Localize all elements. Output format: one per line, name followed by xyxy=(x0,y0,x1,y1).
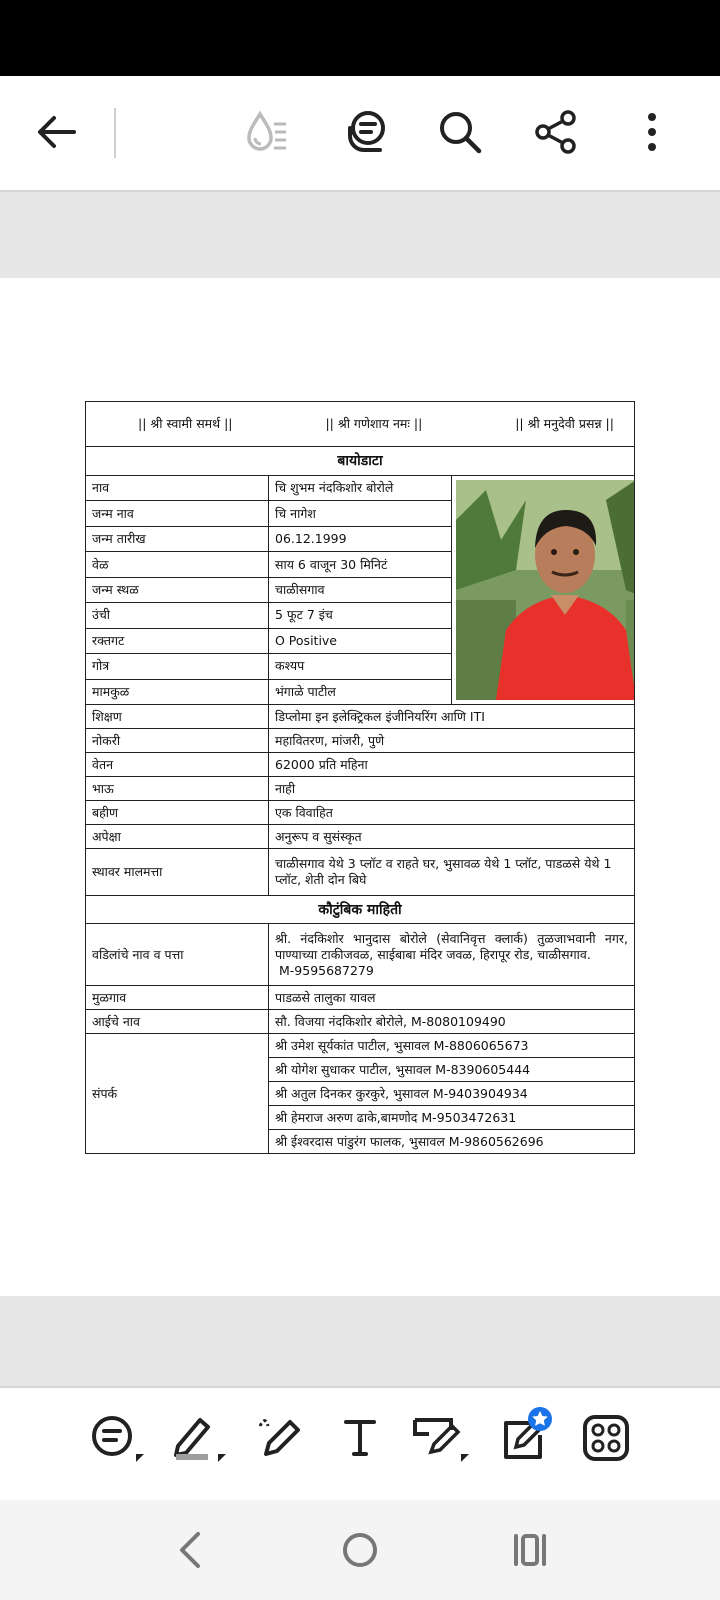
signature-icon[interactable] xyxy=(410,1406,474,1470)
row-value: पाडळसे तालुका यावल xyxy=(269,986,635,1010)
biodata-table xyxy=(85,401,635,1154)
highlighter-icon[interactable] xyxy=(166,1406,230,1470)
table-row xyxy=(86,1010,635,1034)
recents-nav-icon[interactable] xyxy=(500,1522,560,1578)
header-left: || श्री स्वामी समर्थ || xyxy=(138,416,233,431)
row-label: मामकुळ xyxy=(86,679,269,705)
navigation-bar xyxy=(0,1500,720,1600)
row-value: चि शुभम नंदकिशोर बोरोले xyxy=(269,476,452,501)
row-value: चि नागेश xyxy=(269,501,452,526)
row-label: मुळगाव xyxy=(86,986,269,1010)
more-options-icon[interactable] xyxy=(620,100,684,164)
row-label: वडिलांचे नाव व पत्ता xyxy=(86,924,269,986)
comments-icon[interactable] xyxy=(334,100,398,164)
reading-mode-icon[interactable] xyxy=(236,100,300,164)
table-row xyxy=(86,753,635,777)
table-row xyxy=(86,825,635,849)
table-row xyxy=(86,777,635,801)
row-label: वेतन xyxy=(86,753,269,777)
father-mobile: M-9595687279 xyxy=(279,962,374,978)
page-gap-bottom xyxy=(0,1296,720,1386)
pen-icon[interactable] xyxy=(248,1406,312,1470)
row-label: शिक्षण xyxy=(86,705,269,729)
table-row xyxy=(86,705,635,729)
row-label: नाव xyxy=(86,476,269,501)
home-nav-icon[interactable] xyxy=(330,1522,390,1578)
back-nav-icon[interactable] xyxy=(160,1522,220,1578)
contact-item: श्री उमेश सूर्यकांत पाटील, भुसावल M-8806065673 xyxy=(269,1034,635,1058)
row-label: गोत्र xyxy=(86,654,269,679)
row-label: स्थावर मालमत्ता xyxy=(86,849,269,896)
row-value: डिप्लोमा इन इलेक्ट्रिकल इंजीनियरिंग आणि ITI xyxy=(269,705,635,729)
row-value: कश्यप xyxy=(269,654,452,679)
header-row xyxy=(86,402,635,447)
row-value: साय 6 वाजून 30 मिनिटं xyxy=(269,552,452,577)
row-label: नोकरी xyxy=(86,729,269,753)
contact-item: श्री अतुल दिनकर कुरकुरे, भुसावल M-9403904934 xyxy=(269,1082,635,1106)
photo-cell xyxy=(452,476,635,705)
edit-favorite-icon[interactable] xyxy=(494,1406,558,1470)
row-label: भाऊ xyxy=(86,777,269,801)
row-value: O Positive xyxy=(269,628,452,653)
row-label: आईचे नाव xyxy=(86,1010,269,1034)
row-label: अपेक्षा xyxy=(86,825,269,849)
row-value: 62000 प्रति महिना xyxy=(269,753,635,777)
top-toolbar xyxy=(0,76,720,192)
text-tool-icon[interactable] xyxy=(328,1406,392,1470)
header-right: || श्री मनुदेवी प्रसन्न || xyxy=(515,416,614,431)
row-label: रक्तगट xyxy=(86,628,269,653)
status-bar xyxy=(0,0,720,76)
row-label: वेळ xyxy=(86,552,269,577)
document-title: बायोडाटा xyxy=(86,447,635,476)
contact-item: श्री ईश्वरदास पांडुरंग फालक, भुसावल M-9860562696 xyxy=(269,1130,635,1154)
page-gap-top xyxy=(0,192,720,278)
row-value: महावितरण, मांजरी, पुणे xyxy=(269,729,635,753)
table-row xyxy=(86,476,635,501)
row-label: बहीण xyxy=(86,801,269,825)
row-label: जन्म स्थळ xyxy=(86,577,269,602)
table-row xyxy=(86,801,635,825)
row-value: चाळीसगाव येथे 3 प्लॉट व राहते घर, भुसावळ येथे 1 प्लॉट, पाडळसे येथे 1 प्लॉट, शेती दोन बिघे xyxy=(269,849,635,896)
header-center: || श्री गणेशाय नमः || xyxy=(325,416,423,431)
row-value: सौ. विजया नंदकिशोर बोरोले, M-8080109490 xyxy=(269,1010,635,1034)
row-value: चाळीसगाव xyxy=(269,577,452,602)
comment-tool-icon[interactable] xyxy=(84,1406,148,1470)
row-label: जन्म नाव xyxy=(86,501,269,526)
row-label: जन्म तारीख xyxy=(86,526,269,551)
toolbar-divider xyxy=(114,108,116,158)
arrow-left-icon[interactable] xyxy=(24,100,88,164)
row-label: संपर्क xyxy=(86,1034,269,1154)
row-value: अनुरूप व सुसंस्कृत xyxy=(269,825,635,849)
contact-item: श्री योगेश सुधाकर पाटील, भुसावल M-8390605444 xyxy=(269,1058,635,1082)
row-value: 5 फूट 7 इंच xyxy=(269,603,452,628)
row-value: भंगाळे पाटील xyxy=(269,679,452,705)
row-label: उंची xyxy=(86,603,269,628)
row-value xyxy=(269,924,635,986)
row-value: 06.12.1999 xyxy=(269,526,452,551)
table-row xyxy=(86,986,635,1010)
more-tools-icon[interactable] xyxy=(574,1406,638,1470)
annotation-toolbar xyxy=(0,1386,720,1502)
search-icon[interactable] xyxy=(428,100,492,164)
father-address: श्री. नंदकिशोर भानुदास बोरोले (सेवानिवृत्त क्लार्क) तुळजाभवानी नगर, पाण्याच्या टाकीजवळ, साईबाबा मंदिर जवळ, हिरापूर रोड, चाळीसगाव. xyxy=(275,930,628,962)
family-title-row xyxy=(86,896,635,924)
profile-photo xyxy=(456,480,635,700)
contact-item: श्री हेमराज अरुण ढाके,बामणोद M-9503472631 xyxy=(269,1106,635,1130)
title-row xyxy=(86,447,635,476)
table-row xyxy=(86,849,635,896)
row-value: नाही xyxy=(269,777,635,801)
share-icon[interactable] xyxy=(524,100,588,164)
row-value: एक विवाहित xyxy=(269,801,635,825)
family-section-title: कौटुंबिक माहिती xyxy=(86,896,635,924)
table-row xyxy=(86,1034,635,1058)
table-row xyxy=(86,924,635,986)
table-row xyxy=(86,729,635,753)
